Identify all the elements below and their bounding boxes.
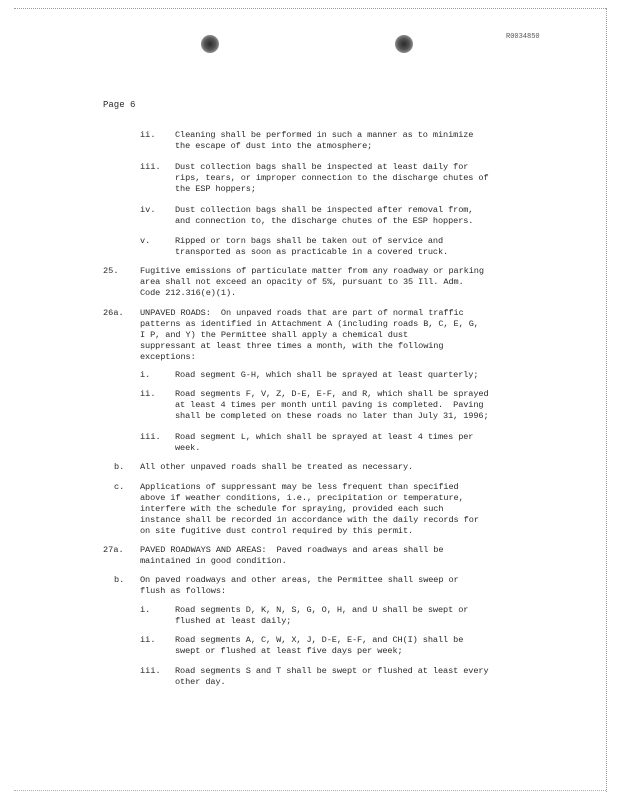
scan-edge-bottom [14, 790, 606, 791]
paragraph-line: Road segments S and T shall be swept or flushed at least every [175, 666, 489, 676]
paragraph-line: Road segments A, C, W, X, J, D-E, E-F, and CH(I) shall be [175, 635, 464, 645]
paragraph-line: the escape of dust into the atmosphere; [175, 141, 373, 151]
paragraph-line: Road segment L, which shall be sprayed at least 4 times per [175, 432, 474, 442]
item-marker: c. [114, 482, 125, 492]
item-marker: i. [140, 370, 151, 380]
paragraph-line: Fugitive emissions of particulate matter from any roadway or parking [140, 266, 484, 276]
punch-hole-left-icon [201, 35, 219, 53]
paragraph-line: UNPAVED ROADS: On unpaved roads that are part of normal traffic [140, 308, 464, 318]
paragraph-line: flush as follows: [140, 586, 226, 596]
item-marker: b. [114, 462, 125, 472]
paragraph-line: All other unpaved roads shall be treated as necessary. [140, 462, 414, 472]
paragraph-line: exceptions: [140, 352, 196, 362]
section-number: 27a. [103, 545, 124, 555]
item-marker: iii. [140, 432, 161, 442]
document-id: R0034850 [506, 33, 540, 41]
paragraph-line: rips, tears, or improper connection to the discharge chutes of [175, 173, 489, 183]
paragraph-line: Road segment G-H, which shall be sprayed at least quarterly; [175, 370, 479, 380]
paragraph-line: Road segments F, V, Z, D-E, E-F, and R, which shall be sprayed [175, 389, 489, 399]
paragraph-line: Dust collection bags shall be inspected after removal from, [175, 205, 474, 215]
paragraph-line: I P, and Y) the Permittee shall apply a chemical dust [140, 330, 409, 340]
paragraph-line: interfere with the schedule for spraying, provided each such [140, 504, 444, 514]
item-marker: ii. [140, 635, 156, 645]
paragraph-line: patterns as identified in Attachment A (including roads B, C, E, G, [140, 319, 479, 329]
section-number: 25. [103, 266, 119, 276]
paragraph-line: maintained in good condition. [140, 556, 287, 566]
paragraph-line: Applications of suppressant may be less frequent than specified [140, 482, 459, 492]
paragraph-line: swept or flushed at least five days per week; [175, 646, 403, 656]
paragraph-line: on site fugitive dust control required by this permit. [140, 526, 414, 536]
paragraph-line: On paved roadways and other areas, the Permittee shall sweep or [140, 575, 459, 585]
paragraph-line: Code 212.316(e)(1). [140, 288, 237, 298]
paragraph-line: flushed at least daily; [175, 616, 292, 626]
paragraph-line: transported as soon as practicable in a covered truck. [175, 247, 449, 257]
page-label: Page 6 [103, 100, 136, 110]
paragraph-line: above if weather conditions, i.e., precipitation or temperature, [140, 493, 464, 503]
punch-hole-right-icon [395, 35, 413, 53]
scan-edge-right [606, 8, 607, 792]
paragraph-line: suppressant at least three times a month, with the following [140, 341, 444, 351]
paragraph-line: and connection to, the discharge chutes of the ESP hoppers. [175, 216, 474, 226]
item-marker: iii. [140, 666, 161, 676]
paragraph-line: Cleaning shall be performed in such a manner as to minimize [175, 130, 474, 140]
paragraph-line: week. [175, 443, 201, 453]
item-marker: v. [140, 236, 151, 246]
item-marker: iii. [140, 162, 161, 172]
paragraph-line: the ESP hoppers; [175, 184, 256, 194]
paragraph-line: other day. [175, 677, 226, 687]
item-marker: i. [140, 605, 151, 615]
paragraph-line: PAVED ROADWAYS AND AREAS: Paved roadways and areas shall be [140, 545, 444, 555]
item-marker: iv. [140, 205, 156, 215]
paragraph-line: at least 4 times per month until paving is completed. Paving [175, 400, 484, 410]
paragraph-line: instance shall be recorded in accordance with the daily records for [140, 515, 479, 525]
item-marker: b. [114, 575, 125, 585]
scan-edge-top [14, 8, 606, 9]
section-number: 26a. [103, 308, 124, 318]
item-marker: ii. [140, 130, 156, 140]
paragraph-line: Dust collection bags shall be inspected at least daily for [175, 162, 469, 172]
paragraph-line: Road segments D, K, N, S, G, O, H, and U shall be swept or [175, 605, 469, 615]
paragraph-line: shall be completed on these roads no later than July 31, 1996; [175, 411, 489, 421]
paragraph-line: area shall not exceed an opacity of 5%, pursuant to 35 Ill. Adm. [140, 277, 464, 287]
item-marker: ii. [140, 389, 156, 399]
paragraph-line: Ripped or torn bags shall be taken out of service and [175, 236, 444, 246]
